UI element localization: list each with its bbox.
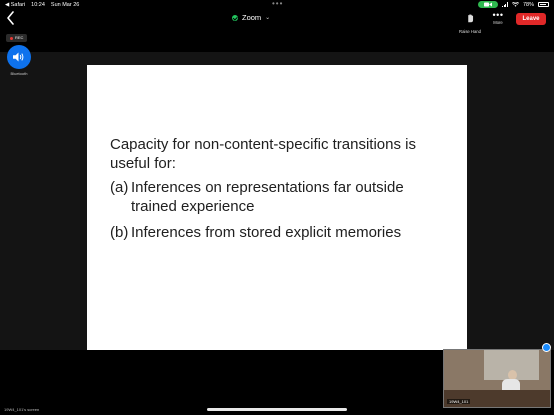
shield-check-icon [232, 15, 238, 21]
record-dot-icon [10, 37, 13, 40]
wifi-icon [512, 2, 519, 7]
cellular-signal-icon [502, 2, 508, 7]
battery-icon [538, 2, 549, 7]
status-bar [0, 0, 554, 10]
slide-item-text: Inferences from stored explicit memories [131, 224, 402, 241]
audio-label: Bluetooth [10, 71, 28, 76]
home-indicator[interactable] [207, 408, 347, 411]
camera-in-use-indicator [478, 1, 498, 8]
meeting-toolbar [0, 10, 554, 32]
chevron-down-icon: ⌄ [265, 15, 271, 21]
recording-indicator[interactable] [6, 34, 27, 42]
video-camera-icon [484, 2, 492, 7]
status-right [478, 1, 549, 8]
slide-item-b [110, 223, 431, 242]
speaker-icon [13, 52, 25, 62]
battery-percent: 78% [522, 1, 534, 8]
slide-item-text: Inferences on representations far outside trained experience [131, 179, 404, 215]
slide-item-a [110, 178, 431, 216]
meeting-title-label: Zoom [242, 13, 262, 22]
shared-slide [87, 65, 467, 350]
status-date: Sun Mar 26 [50, 2, 80, 8]
raise-hand-label: Raise Hand [459, 29, 481, 34]
hand-icon [466, 14, 475, 23]
raise-hand-button[interactable] [458, 10, 482, 34]
recording-label: REC [15, 35, 24, 40]
slide-item-marker: (b) [110, 224, 129, 241]
back-to-app-link[interactable]: ◀ Safari [5, 2, 26, 8]
screen-share-caption: 19W4_101's screen [4, 407, 40, 412]
more-dots-icon: ••• [492, 10, 504, 20]
slide-item-marker: (a) [110, 179, 129, 196]
participant-name-label: 19W4_101 [449, 399, 469, 404]
multitasking-dots-icon[interactable]: ••• [272, 0, 284, 8]
meeting-title[interactable] [232, 13, 270, 22]
status-left [5, 2, 79, 8]
back-chevron-icon[interactable] [6, 11, 16, 25]
status-time: 10:24 [31, 2, 45, 8]
audio-button[interactable] [7, 45, 31, 69]
slide-heading: Capacity for non-content-specific transitions is useful for: [110, 136, 416, 172]
more-label: More [493, 20, 503, 25]
thumbnail-handle[interactable] [542, 343, 551, 352]
leave-button[interactable]: Leave [516, 13, 546, 25]
participant-video-thumbnail[interactable] [443, 349, 551, 408]
more-button[interactable] [488, 11, 508, 25]
